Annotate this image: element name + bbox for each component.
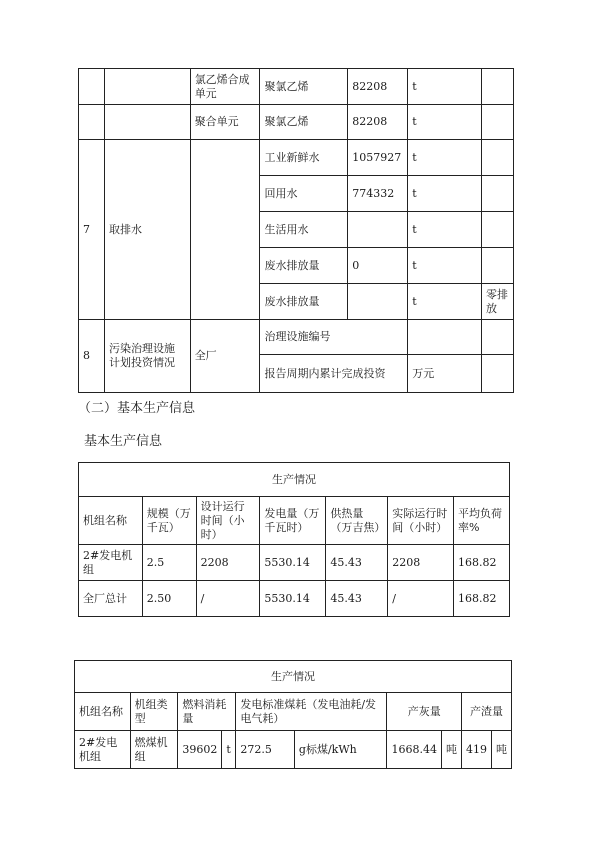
table-cell: 2208 bbox=[388, 545, 454, 581]
table-cell: 45.43 bbox=[326, 545, 388, 581]
product-name: 聚氯乙烯 bbox=[260, 105, 348, 140]
unit-label bbox=[408, 320, 482, 355]
column-header: 机组类型 bbox=[130, 693, 178, 731]
item-label: 废水排放量 bbox=[260, 284, 348, 320]
production-table-2 bbox=[74, 660, 512, 769]
unit-label: 万元 bbox=[408, 355, 482, 393]
unit-label: t bbox=[408, 176, 482, 212]
unit-label: t bbox=[408, 105, 482, 140]
item-value: 774332 bbox=[348, 176, 408, 212]
column-header: 产灰量 bbox=[387, 693, 462, 731]
unit-label: t bbox=[408, 248, 482, 284]
product-value: 82208 bbox=[348, 105, 408, 140]
table-cell: 2#发电机组 bbox=[75, 731, 131, 769]
table-row bbox=[79, 545, 510, 581]
item-label: 回用水 bbox=[260, 176, 348, 212]
item-note bbox=[481, 212, 513, 248]
item-value bbox=[348, 284, 408, 320]
item-label: 报告周期内累计完成投资 bbox=[260, 355, 408, 393]
table-cell: 2.5 bbox=[142, 545, 196, 581]
table-cell: 2208 bbox=[196, 545, 260, 581]
table-title: 生产情况 bbox=[79, 463, 510, 497]
product-name: 聚氯乙烯 bbox=[260, 69, 348, 105]
table-cell: 2#发电机组 bbox=[79, 545, 143, 581]
unit-label: t bbox=[408, 69, 482, 105]
section-name: 取排水 bbox=[104, 140, 190, 320]
column-header: 发电标准煤耗（发电油耗/发电气耗） bbox=[236, 693, 387, 731]
column-header: 供热量（万吉焦） bbox=[326, 497, 388, 545]
item-label: 废水排放量 bbox=[260, 248, 348, 284]
table-cell: 全厂总计 bbox=[79, 581, 143, 617]
section-scope: 全厂 bbox=[190, 320, 260, 393]
column-header: 规模（万千瓦） bbox=[142, 497, 196, 545]
column-header: 平均负荷率% bbox=[454, 497, 510, 545]
column-header: 产渣量 bbox=[461, 693, 511, 731]
section-name: 污染治理设施计划投资情况 bbox=[104, 320, 190, 393]
table-cell: 吨 bbox=[441, 731, 461, 769]
table-cell: 168.82 bbox=[454, 581, 510, 617]
unit-label: t bbox=[408, 140, 482, 176]
table-row bbox=[79, 581, 510, 617]
table-cell: 168.82 bbox=[454, 545, 510, 581]
item-value bbox=[348, 212, 408, 248]
table-cell: / bbox=[388, 581, 454, 617]
table-cell: 39602 bbox=[178, 731, 222, 769]
unit-label: t bbox=[408, 284, 482, 320]
column-header: 机组名称 bbox=[79, 497, 143, 545]
table-cell: t bbox=[222, 731, 236, 769]
column-header: 燃料消耗量 bbox=[178, 693, 236, 731]
section-number: 8 bbox=[79, 320, 105, 393]
item-value: 1057927 bbox=[348, 140, 408, 176]
unit-name: 聚合单元 bbox=[190, 105, 260, 140]
section-number: 7 bbox=[79, 140, 105, 320]
item-note bbox=[481, 248, 513, 284]
item-note: 零排放 bbox=[481, 284, 513, 320]
table-cell: 45.43 bbox=[326, 581, 388, 617]
table-cell: 419 bbox=[461, 731, 491, 769]
section-heading: （二）基本生产信息 bbox=[78, 401, 196, 416]
unit-name: 氯乙烯合成单元 bbox=[190, 69, 260, 105]
item-note bbox=[481, 140, 513, 176]
table-cell: 2.50 bbox=[142, 581, 196, 617]
item-label: 治理设施编号 bbox=[260, 320, 408, 355]
column-header: 设计运行时间（小时） bbox=[196, 497, 260, 545]
table-cell: 272.5 bbox=[236, 731, 295, 769]
table-cell: 5530.14 bbox=[260, 581, 326, 617]
column-header: 机组名称 bbox=[75, 693, 131, 731]
unit-label: t bbox=[408, 212, 482, 248]
column-header: 实际运行时间（小时） bbox=[388, 497, 454, 545]
table-cell: 燃煤机组 bbox=[130, 731, 178, 769]
product-value: 82208 bbox=[348, 69, 408, 105]
emission-info-table bbox=[78, 68, 514, 393]
item-note bbox=[481, 176, 513, 212]
table-cell: 5530.14 bbox=[260, 545, 326, 581]
item-label: 生活用水 bbox=[260, 212, 348, 248]
table-row bbox=[75, 731, 512, 769]
table-cell: 1668.44 bbox=[387, 731, 442, 769]
table-cell: / bbox=[196, 581, 260, 617]
table-title: 生产情况 bbox=[75, 661, 512, 693]
sub-heading: 基本生产信息 bbox=[84, 434, 163, 449]
column-header: 发电量（万千瓦时） bbox=[260, 497, 326, 545]
production-table-1 bbox=[78, 462, 510, 617]
table-cell: g标煤/kWh bbox=[294, 731, 387, 769]
item-label: 工业新鲜水 bbox=[260, 140, 348, 176]
table-cell: 吨 bbox=[491, 731, 511, 769]
item-value: 0 bbox=[348, 248, 408, 284]
